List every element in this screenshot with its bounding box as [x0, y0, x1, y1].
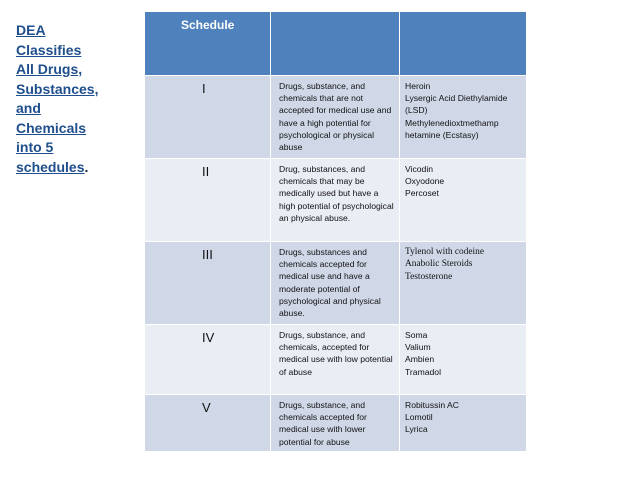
- example-drug: Testosterone: [405, 271, 453, 282]
- example-drug: Robitussin AC: [405, 400, 459, 410]
- side-title-line: and: [16, 100, 41, 116]
- schedule-number-cell: [145, 76, 271, 159]
- side-title-line: Substances,: [16, 80, 99, 97]
- example-drug: Lyrica: [405, 424, 428, 435]
- side-title-line: into 5: [16, 139, 54, 155]
- example-drug: Percoset: [405, 188, 439, 199]
- schedule-table: [144, 11, 527, 452]
- side-title-line: Chemicals: [16, 119, 87, 136]
- side-title-last-line: [16, 158, 126, 178]
- table-row: [145, 242, 527, 325]
- schedule-number-cell: [145, 159, 271, 242]
- schedule-number-cell: [145, 242, 271, 325]
- examples-cell: [400, 325, 527, 395]
- header-label: Schedule: [181, 18, 235, 32]
- table-row: [145, 76, 527, 159]
- examples-cell: [400, 395, 527, 452]
- side-title-line: DEA: [16, 22, 46, 38]
- description-cell: [271, 325, 400, 395]
- description-cell: [271, 159, 400, 242]
- example-drug: Lysergic Acid Diethylamide: [405, 93, 508, 104]
- header-cell-description: [271, 12, 400, 76]
- examples-cell: [400, 242, 527, 325]
- example-drug: Anabolic Steroids: [405, 259, 473, 270]
- examples-cell: [400, 76, 527, 159]
- schedule-description: Drugs, substances and chemicals accepted for medical use and have a moderate potential of psychological and physical abuse.: [279, 247, 381, 319]
- example-drug: Vicodin: [405, 164, 434, 174]
- header-label: [271, 12, 399, 18]
- schedule-description: Drugs, substance, and chemicals accepted for medical use with lower potential for abuse: [279, 400, 367, 447]
- table-row: [145, 159, 527, 242]
- schedule-number: IV: [202, 330, 215, 345]
- side-title-line: Classifies: [16, 41, 82, 58]
- table-row: [145, 325, 527, 395]
- example-drug: Oxyodone: [405, 176, 445, 187]
- side-title-period: .: [84, 158, 89, 175]
- schedule-number: III: [202, 247, 213, 262]
- description-cell: [271, 395, 400, 452]
- table-header-row: [145, 12, 527, 76]
- side-title: [16, 21, 126, 177]
- description-cell: [271, 76, 400, 159]
- schedule-number-cell: [145, 325, 271, 395]
- schedule-description: Drugs, substance, and chemicals, accepted for medical use with low potential of abuse: [279, 330, 393, 377]
- header-cell-schedule: [145, 12, 271, 76]
- example-drug: (LSD): [405, 105, 428, 116]
- schedule-number: I: [202, 81, 206, 96]
- header-cell-examples: [400, 12, 527, 76]
- description-cell: [271, 242, 400, 325]
- schedule-number: II: [202, 164, 210, 179]
- side-title-line: schedules: [16, 158, 85, 175]
- example-drug: Tylenol with codeine: [405, 247, 485, 257]
- example-drug: hetamine (Ecstasy): [405, 129, 479, 140]
- header-label: [400, 12, 526, 18]
- schedule-description: Drug, substances, and chemicals that may be medically used but have a high potential of psychological an physical abuse.: [279, 164, 394, 223]
- example-drug: Tramadol: [405, 366, 441, 377]
- example-drug: Lomotil: [405, 412, 433, 423]
- example-drug: Heroin: [405, 81, 431, 91]
- example-drug: Soma: [405, 330, 428, 340]
- example-drug: Methylenedioxtmethamp: [405, 117, 499, 128]
- schedule-description: Drugs, substance, and chemicals that are not accepted for medical use and have a high potential for psychological or physical abuse: [279, 81, 392, 153]
- examples-cell: [400, 159, 527, 242]
- side-title-line: All Drugs,: [16, 61, 83, 77]
- example-drug: Valium: [405, 342, 431, 353]
- schedule-number: V: [202, 400, 211, 415]
- table-row: [145, 395, 527, 452]
- example-drug: Ambien: [405, 354, 435, 365]
- schedule-number-cell: [145, 395, 271, 452]
